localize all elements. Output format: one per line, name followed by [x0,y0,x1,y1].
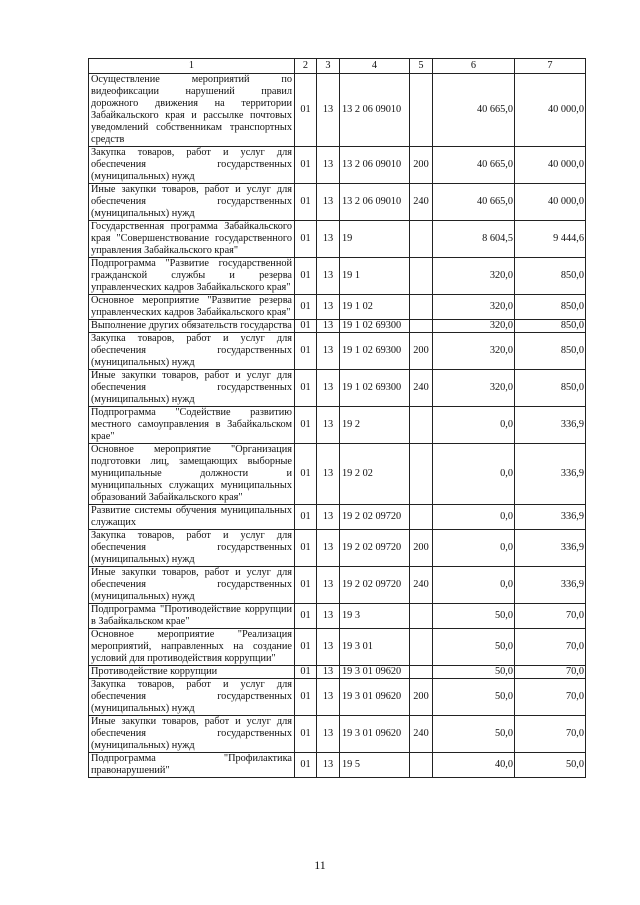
cell-expense-type [410,221,433,258]
cell-target-article: 19 2 02 09720 [340,530,410,567]
cell-amount-col7: 50,0 [515,753,586,778]
table-row [89,74,586,147]
table-row [89,604,586,629]
cell-name: Государственная программа Забайкальского края "Совершенствование государственного управления Забайкальского края" [89,221,295,258]
cell-name: Основное мероприятие "Реализация мероприятий, направленных на создание условий для противодействия коррупции" [89,629,295,666]
table-row [89,221,586,258]
table-row [89,679,586,716]
cell-amount-col7: 336,9 [515,567,586,604]
cell-expense-type: 240 [410,370,433,407]
cell-name: Иные закупки товаров, работ и услуг для обеспечения государственных (муниципальных) нужд [89,567,295,604]
table-row [89,333,586,370]
budget-table [88,58,586,778]
cell-target-article: 19 3 01 [340,629,410,666]
cell-subsection: 13 [317,258,340,295]
cell-amount-col6: 0,0 [433,444,515,505]
cell-section: 01 [295,370,317,407]
cell-target-article: 19 2 02 [340,444,410,505]
cell-amount-col7: 336,9 [515,407,586,444]
header-col-1: 1 [89,59,295,74]
cell-section: 01 [295,679,317,716]
cell-expense-type [410,444,433,505]
cell-subsection: 13 [317,629,340,666]
table-row [89,753,586,778]
cell-section: 01 [295,505,317,530]
page-number: 11 [314,858,326,872]
cell-amount-col7: 70,0 [515,629,586,666]
cell-target-article: 19 [340,221,410,258]
cell-amount-col6: 50,0 [433,666,515,679]
cell-expense-type [410,74,433,147]
cell-amount-col7: 70,0 [515,666,586,679]
cell-subsection: 13 [317,444,340,505]
header-col-4: 4 [340,59,410,74]
cell-expense-type: 200 [410,530,433,567]
table-row [89,295,586,320]
cell-name: Закупка товаров, работ и услуг для обеспечения государственных (муниципальных) нужд [89,679,295,716]
cell-target-article: 19 3 [340,604,410,629]
cell-section: 01 [295,74,317,147]
cell-amount-col6: 40 665,0 [433,74,515,147]
cell-amount-col6: 320,0 [433,320,515,333]
cell-amount-col6: 50,0 [433,716,515,753]
table-body [89,74,586,778]
cell-amount-col7: 336,9 [515,505,586,530]
cell-expense-type: 200 [410,679,433,716]
cell-section: 01 [295,444,317,505]
table-row [89,567,586,604]
cell-name: Основное мероприятие "Развитие резерва управленческих кадров Забайкальского края" [89,295,295,320]
table-row [89,666,586,679]
cell-amount-col6: 8 604,5 [433,221,515,258]
cell-expense-type [410,505,433,530]
table-row [89,370,586,407]
header-col-2: 2 [295,59,317,74]
cell-name: Основное мероприятие "Организация подготовки лиц, замещающих выборные муниципальные должности и муниципальных служащих муниципальных образований Забайкальского края" [89,444,295,505]
cell-name: Противодействие коррупции [89,666,295,679]
table-row [89,629,586,666]
cell-subsection: 13 [317,184,340,221]
cell-section: 01 [295,407,317,444]
cell-section: 01 [295,221,317,258]
cell-expense-type [410,295,433,320]
header-col-5: 5 [410,59,433,74]
cell-subsection: 13 [317,295,340,320]
cell-name: Подпрограмма "Развитие государственной гражданской службы и резерва управленческих кадров Забайкальского края" [89,258,295,295]
cell-section: 01 [295,295,317,320]
cell-name: Закупка товаров, работ и услуг для обеспечения государственных (муниципальных) нужд [89,333,295,370]
table-row [89,258,586,295]
cell-amount-col6: 50,0 [433,629,515,666]
cell-subsection: 13 [317,679,340,716]
cell-name: Иные закупки товаров, работ и услуг для обеспечения государственных (муниципальных) нужд [89,184,295,221]
cell-target-article: 13 2 06 09010 [340,147,410,184]
cell-expense-type: 200 [410,333,433,370]
cell-name: Иные закупки товаров, работ и услуг для обеспечения государственных (муниципальных) нужд [89,716,295,753]
cell-amount-col7: 9 444,6 [515,221,586,258]
cell-amount-col7: 40 000,0 [515,74,586,147]
table-row [89,530,586,567]
cell-subsection: 13 [317,567,340,604]
cell-subsection: 13 [317,505,340,530]
cell-subsection: 13 [317,716,340,753]
cell-section: 01 [295,258,317,295]
cell-expense-type [410,753,433,778]
cell-name: Осуществление мероприятий по видеофиксации нарушений правил дорожного движения на территории Забайкальского края и рассылке почтовых уведомлений собственникам транспортных средств [89,74,295,147]
cell-section: 01 [295,147,317,184]
cell-amount-col6: 50,0 [433,679,515,716]
cell-amount-col7: 850,0 [515,320,586,333]
cell-amount-col7: 336,9 [515,530,586,567]
cell-target-article: 19 1 [340,258,410,295]
cell-subsection: 13 [317,604,340,629]
cell-amount-col6: 0,0 [433,567,515,604]
cell-expense-type: 240 [410,184,433,221]
cell-name: Подпрограмма "Противодействие коррупции в Забайкальском крае" [89,604,295,629]
cell-subsection: 13 [317,370,340,407]
cell-amount-col7: 70,0 [515,716,586,753]
cell-expense-type [410,258,433,295]
cell-expense-type [410,666,433,679]
cell-target-article: 19 1 02 69300 [340,333,410,370]
cell-amount-col7: 336,9 [515,444,586,505]
cell-subsection: 13 [317,753,340,778]
cell-amount-col6: 40 665,0 [433,147,515,184]
table-row [89,444,586,505]
cell-expense-type [410,629,433,666]
cell-target-article: 19 1 02 69300 [340,370,410,407]
cell-target-article: 19 3 01 09620 [340,679,410,716]
cell-subsection: 13 [317,407,340,444]
cell-subsection: 13 [317,666,340,679]
cell-amount-col6: 50,0 [433,604,515,629]
cell-amount-col7: 850,0 [515,370,586,407]
cell-name: Закупка товаров, работ и услуг для обеспечения государственных (муниципальных) нужд [89,147,295,184]
cell-amount-col6: 0,0 [433,530,515,567]
cell-name: Развитие системы обучения муниципальных служащих [89,505,295,530]
cell-section: 01 [295,666,317,679]
table-row [89,320,586,333]
cell-section: 01 [295,716,317,753]
cell-target-article: 13 2 06 09010 [340,184,410,221]
cell-name: Подпрограмма "Профилактика правонарушений" [89,753,295,778]
cell-amount-col7: 70,0 [515,604,586,629]
cell-target-article: 19 3 01 09620 [340,716,410,753]
cell-amount-col6: 320,0 [433,333,515,370]
cell-name: Иные закупки товаров, работ и услуг для обеспечения государственных (муниципальных) нужд [89,370,295,407]
cell-amount-col6: 40,0 [433,753,515,778]
table-row [89,147,586,184]
header-col-6: 6 [433,59,515,74]
cell-amount-col7: 850,0 [515,295,586,320]
cell-amount-col6: 320,0 [433,370,515,407]
table-row [89,407,586,444]
cell-amount-col7: 850,0 [515,333,586,370]
cell-amount-col7: 40 000,0 [515,147,586,184]
cell-subsection: 13 [317,530,340,567]
cell-target-article: 19 1 02 69300 [340,320,410,333]
table-header-row [89,59,586,74]
cell-name: Подпрограмма "Содействие развитию местного самоуправления в Забайкальском крае" [89,407,295,444]
header-col-7: 7 [515,59,586,74]
cell-expense-type: 200 [410,147,433,184]
cell-subsection: 13 [317,320,340,333]
cell-target-article: 19 2 [340,407,410,444]
cell-section: 01 [295,629,317,666]
cell-target-article: 13 2 06 09010 [340,74,410,147]
cell-expense-type: 240 [410,716,433,753]
cell-target-article: 19 2 02 09720 [340,505,410,530]
cell-expense-type: 240 [410,567,433,604]
cell-section: 01 [295,753,317,778]
cell-section: 01 [295,604,317,629]
cell-subsection: 13 [317,147,340,184]
cell-amount-col6: 320,0 [433,258,515,295]
cell-expense-type [410,407,433,444]
cell-subsection: 13 [317,221,340,258]
cell-subsection: 13 [317,74,340,147]
cell-section: 01 [295,530,317,567]
header-col-3: 3 [317,59,340,74]
cell-amount-col6: 320,0 [433,295,515,320]
cell-target-article: 19 5 [340,753,410,778]
cell-amount-col7: 40 000,0 [515,184,586,221]
cell-target-article: 19 2 02 09720 [340,567,410,604]
cell-name: Выполнение других обязательств государства [89,320,295,333]
cell-target-article: 19 1 02 [340,295,410,320]
cell-expense-type [410,320,433,333]
cell-section: 01 [295,333,317,370]
cell-amount-col6: 0,0 [433,407,515,444]
cell-amount-col7: 70,0 [515,679,586,716]
cell-amount-col7: 850,0 [515,258,586,295]
cell-target-article: 19 3 01 09620 [340,666,410,679]
cell-amount-col6: 0,0 [433,505,515,530]
table-row [89,184,586,221]
cell-subsection: 13 [317,333,340,370]
table-row [89,505,586,530]
cell-section: 01 [295,184,317,221]
cell-section: 01 [295,320,317,333]
cell-expense-type [410,604,433,629]
cell-section: 01 [295,567,317,604]
cell-name: Закупка товаров, работ и услуг для обеспечения государственных (муниципальных) нужд [89,530,295,567]
cell-amount-col6: 40 665,0 [433,184,515,221]
table-row [89,716,586,753]
